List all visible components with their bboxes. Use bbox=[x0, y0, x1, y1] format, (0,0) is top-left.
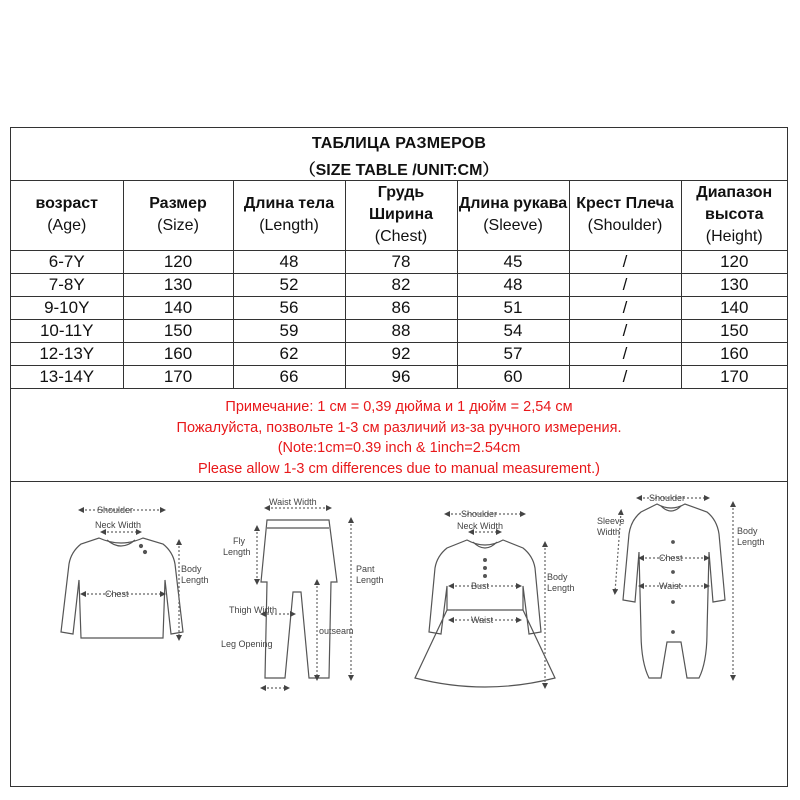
header-height: Диапазон высота (Height) bbox=[681, 180, 787, 251]
note-line: Пожалуйста, позвольте 1-3 см различий из-за ручного измерения. bbox=[176, 419, 622, 436]
cell-shoulder: / bbox=[569, 297, 681, 320]
cell-chest: 86 bbox=[345, 297, 457, 320]
cell-length: 62 bbox=[233, 343, 345, 366]
table-row bbox=[11, 366, 787, 389]
header-age: возраст (Age) bbox=[11, 180, 123, 251]
cell-length: 59 bbox=[233, 320, 345, 343]
table-row bbox=[11, 274, 787, 297]
cell-size: 140 bbox=[123, 297, 233, 320]
cell-shoulder: / bbox=[569, 343, 681, 366]
shirt-body-label: Body bbox=[181, 564, 202, 574]
cell-height: 150 bbox=[681, 320, 787, 343]
header-length: Длина тела (Length) bbox=[233, 180, 345, 251]
romper-waist-label: Waist bbox=[659, 581, 682, 591]
pants-pant-length-label: Length bbox=[356, 575, 384, 585]
dress-shoulder-label: Shoulder bbox=[461, 509, 498, 519]
header-row bbox=[11, 180, 787, 251]
cell-chest: 96 bbox=[345, 366, 457, 389]
pants-outseam-label: outseam bbox=[319, 626, 354, 636]
romper-shoulder-label: Shoulder bbox=[649, 493, 686, 503]
size-chart bbox=[10, 127, 788, 787]
table-row bbox=[11, 343, 787, 366]
cell-length: 48 bbox=[233, 251, 345, 274]
cell-age: 12-13Y bbox=[11, 343, 123, 366]
header-size: Размер (Size) bbox=[123, 180, 233, 251]
header-sleeve: Длина рукава (Sleeve) bbox=[457, 180, 569, 251]
table-row bbox=[11, 320, 787, 343]
cell-sleeve: 48 bbox=[457, 274, 569, 297]
romper-chest-label: Chest bbox=[659, 553, 683, 563]
cell-height: 130 bbox=[681, 274, 787, 297]
size-table bbox=[11, 180, 787, 389]
cell-length: 56 bbox=[233, 297, 345, 320]
table-row bbox=[11, 297, 787, 320]
cell-shoulder: / bbox=[569, 366, 681, 389]
table-row bbox=[11, 251, 787, 274]
cell-sleeve: 51 bbox=[457, 297, 569, 320]
cell-chest: 92 bbox=[345, 343, 457, 366]
title-block bbox=[11, 128, 787, 181]
note-line: Please allow 1-3 cm differences due to manual measurement.) bbox=[198, 460, 600, 477]
pants-fly-length-label: Length bbox=[223, 547, 251, 557]
header-chest: Грудь Ширина (Chest) bbox=[345, 180, 457, 251]
dress-length-label: Length bbox=[547, 583, 575, 593]
cell-sleeve: 45 bbox=[457, 251, 569, 274]
cell-size: 150 bbox=[123, 320, 233, 343]
chart-title: ТАБЛИЦА РАЗМЕРОВ bbox=[311, 135, 487, 152]
cell-age: 10-11Y bbox=[11, 320, 123, 343]
note-line: (Note:1cm=0.39 inch & 1inch=2.54cm bbox=[277, 440, 521, 456]
dress-neck-label: Neck Width bbox=[457, 521, 504, 531]
cell-age: 6-7Y bbox=[11, 251, 123, 274]
cell-height: 140 bbox=[681, 297, 787, 320]
cell-size: 130 bbox=[123, 274, 233, 297]
cell-size: 160 bbox=[123, 343, 233, 366]
chart-subtitle: （SIZE TABLE /UNIT:CM） bbox=[299, 162, 499, 179]
dress-body-label: Body bbox=[547, 572, 568, 582]
dress-bust-label: Bust bbox=[471, 581, 490, 591]
cell-age: 13-14Y bbox=[11, 366, 123, 389]
cell-age: 7-8Y bbox=[11, 274, 123, 297]
cell-chest: 88 bbox=[345, 320, 457, 343]
note-line: Примечание: 1 см = 0,39 дюйма и 1 дюйм = 2,54 см bbox=[225, 399, 573, 415]
romper-length-label: Length bbox=[737, 537, 765, 547]
cell-shoulder: / bbox=[569, 251, 681, 274]
romper-body-label: Body bbox=[737, 526, 758, 536]
cell-age: 9-10Y bbox=[11, 297, 123, 320]
romper-width-label: Width bbox=[597, 527, 621, 537]
cell-size: 170 bbox=[123, 366, 233, 389]
shirt-chest-label: Chest bbox=[105, 589, 129, 599]
cell-height: 120 bbox=[681, 251, 787, 274]
cell-shoulder: / bbox=[569, 274, 681, 297]
dress-waist-label: Waist bbox=[471, 615, 494, 625]
pants-leg-label: Leg Opening bbox=[221, 639, 273, 649]
shirt-shoulder-label: Shoulder bbox=[97, 505, 134, 515]
measurement-notes bbox=[11, 394, 787, 482]
cell-sleeve: 54 bbox=[457, 320, 569, 343]
pants-pant-label: Pant bbox=[356, 564, 375, 574]
pants-diagram bbox=[257, 508, 351, 688]
pants-thigh-label: Thigh Width bbox=[229, 605, 278, 615]
romper-sleeve-label: Sleeve bbox=[597, 516, 625, 526]
diagrams-svg bbox=[11, 482, 787, 786]
cell-chest: 78 bbox=[345, 251, 457, 274]
cell-height: 170 bbox=[681, 366, 787, 389]
shirt-neck-label: Neck Width bbox=[95, 520, 142, 530]
pants-waist-label: Waist Width bbox=[269, 497, 317, 507]
header-shoulder: Крест Плеча (Shoulder) bbox=[569, 180, 681, 251]
shirt-length-label: Length bbox=[181, 575, 209, 585]
cell-shoulder: / bbox=[569, 320, 681, 343]
cell-chest: 82 bbox=[345, 274, 457, 297]
pants-fly-label: Fly bbox=[233, 536, 245, 546]
cell-length: 52 bbox=[233, 274, 345, 297]
cell-height: 160 bbox=[681, 343, 787, 366]
cell-sleeve: 60 bbox=[457, 366, 569, 389]
cell-length: 66 bbox=[233, 366, 345, 389]
cell-size: 120 bbox=[123, 251, 233, 274]
dress-diagram bbox=[415, 514, 555, 687]
cell-sleeve: 57 bbox=[457, 343, 569, 366]
measurement-diagrams bbox=[11, 482, 787, 786]
